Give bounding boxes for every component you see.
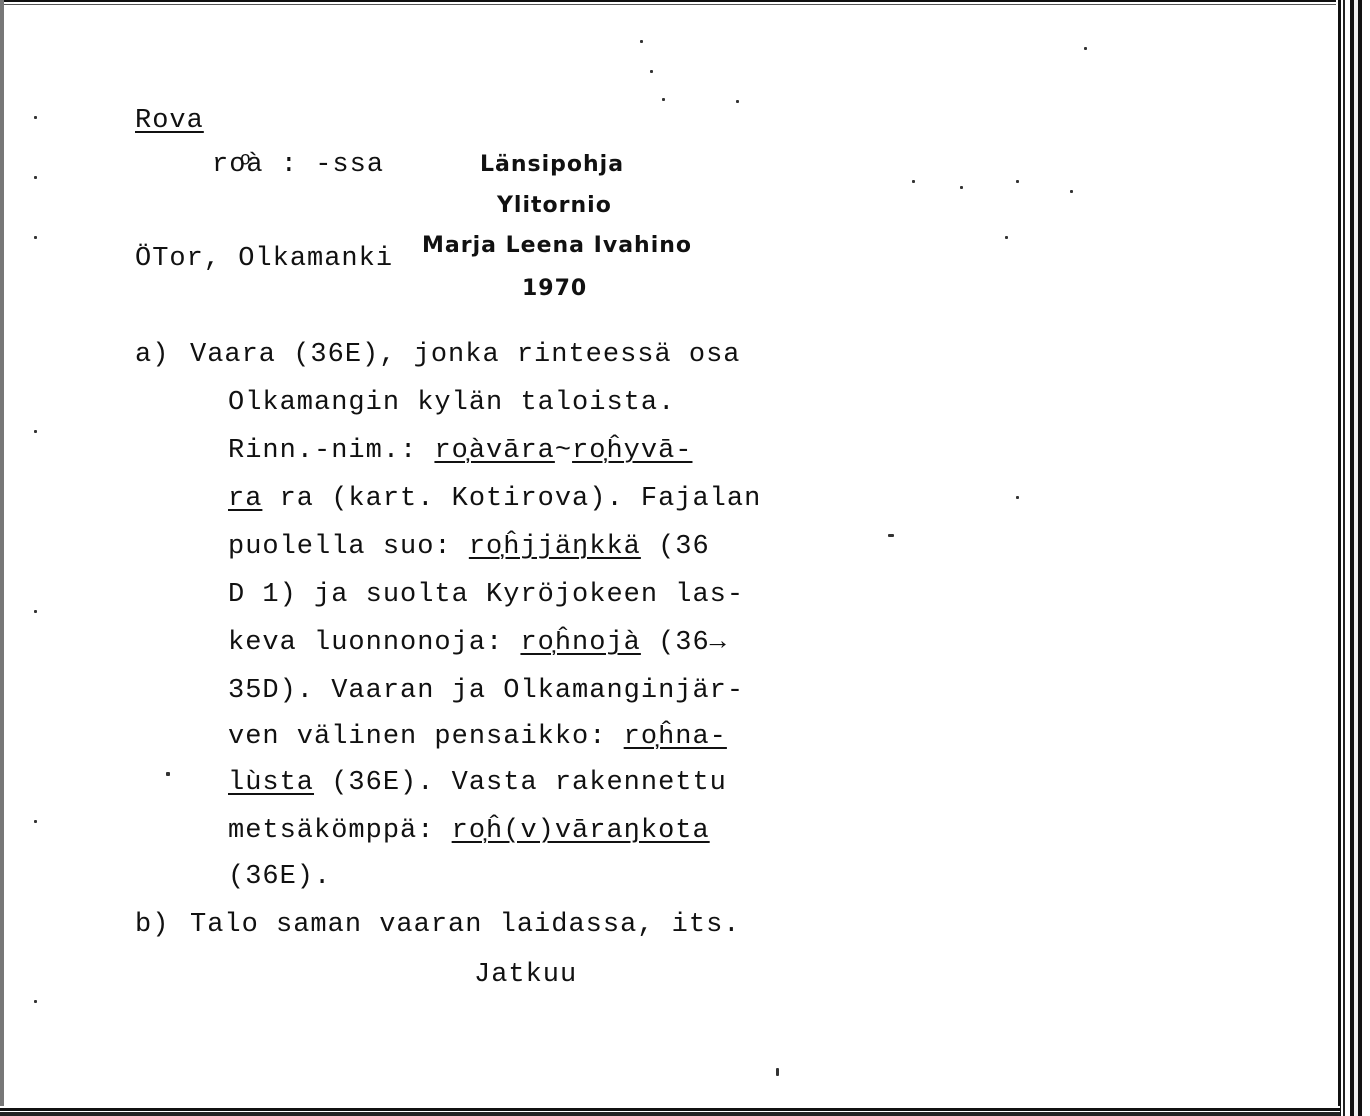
name-form: ra [228, 484, 263, 514]
scan-speck [1070, 190, 1073, 193]
scan-speck [34, 610, 37, 613]
heading-form: roͦà : -ssa [212, 150, 385, 180]
name-form: ro̦àvāra [434, 436, 555, 466]
name-form: ro̦ĥna- [623, 722, 727, 752]
section-a-line: puolella suo: ro̦ĥjjäŋkkä (36 [228, 532, 710, 562]
section-a-line: Olkamangin kylän taloista. [228, 388, 676, 418]
section-b-marker: b) [135, 910, 170, 940]
section-a-line: D 1) ja suolta Kyröjokeen las- [228, 580, 745, 610]
section-a-line: Rinn.-nim.: ro̦àvāra~ro̦ĥyvā- [228, 436, 693, 466]
name-form: ro̦ĥjjäŋkkä [468, 532, 641, 562]
scan-speck [34, 116, 37, 119]
scan-speck [34, 1000, 37, 1003]
scan-speck [912, 180, 915, 183]
section-b-line: Talo saman vaaran laidassa, its. [190, 910, 741, 940]
scan-speck [34, 176, 37, 179]
scan-speck [888, 534, 894, 537]
stamp-municipality: Ylitornio [497, 193, 612, 218]
scan-speck [166, 772, 170, 776]
stamp-region: Länsipohja [480, 152, 625, 177]
card-border-left [0, 0, 4, 1116]
section-a-line: Vaara (36E), jonka rinteessä osa [190, 340, 741, 370]
scan-speck [34, 430, 37, 433]
section-a-line: ven välinen pensaikko: ro̦ĥna- [228, 722, 727, 752]
name-form: ro̦ĥ(v)vāraŋkota [451, 816, 710, 846]
stamp-collector: Marja Leena Ivahino [422, 233, 693, 258]
scan-speck [34, 236, 37, 239]
section-a-line: keva luonnonoja: ro̦ĥnojà (36→ [228, 628, 727, 658]
card-border-bottom [0, 1106, 1340, 1116]
scan-speck [736, 100, 739, 103]
scan-speck [1084, 47, 1087, 50]
name-form: lùsta [228, 768, 315, 798]
name-form: ro̦ĥyvā- [572, 436, 693, 466]
scan-speck [34, 820, 37, 823]
card-title: Rova [135, 106, 204, 136]
scan-speck [640, 40, 643, 43]
card-border-top [0, 0, 1340, 6]
continues-note: Jatkuu [474, 960, 578, 990]
section-a-line: lùsta (36E). Vasta rakennettu [228, 768, 727, 798]
scan-speck [1016, 180, 1019, 183]
section-a-line: (36E). [228, 862, 332, 892]
stamp-year: 1970 [522, 276, 588, 301]
scan-speck [776, 1068, 779, 1076]
scan-speck [960, 186, 963, 189]
section-a-line: ra ra (kart. Kotirova). Fajalan [228, 484, 762, 514]
scan-speck [662, 98, 665, 101]
section-a-marker: a) [135, 340, 170, 370]
scan-speck [1005, 236, 1008, 239]
parish-label: ÖTor, Olkamanki [135, 244, 394, 274]
name-form: ro̦ĥnojà [520, 628, 641, 658]
card-border-right [1336, 0, 1370, 1116]
scan-speck [1016, 496, 1019, 499]
section-a-line: 35D). Vaaran ja Olkamanginjär- [228, 676, 745, 706]
section-a-line: metsäkömppä: ro̦ĥ(v)vāraŋkota [228, 816, 710, 846]
scan-speck [650, 70, 653, 73]
